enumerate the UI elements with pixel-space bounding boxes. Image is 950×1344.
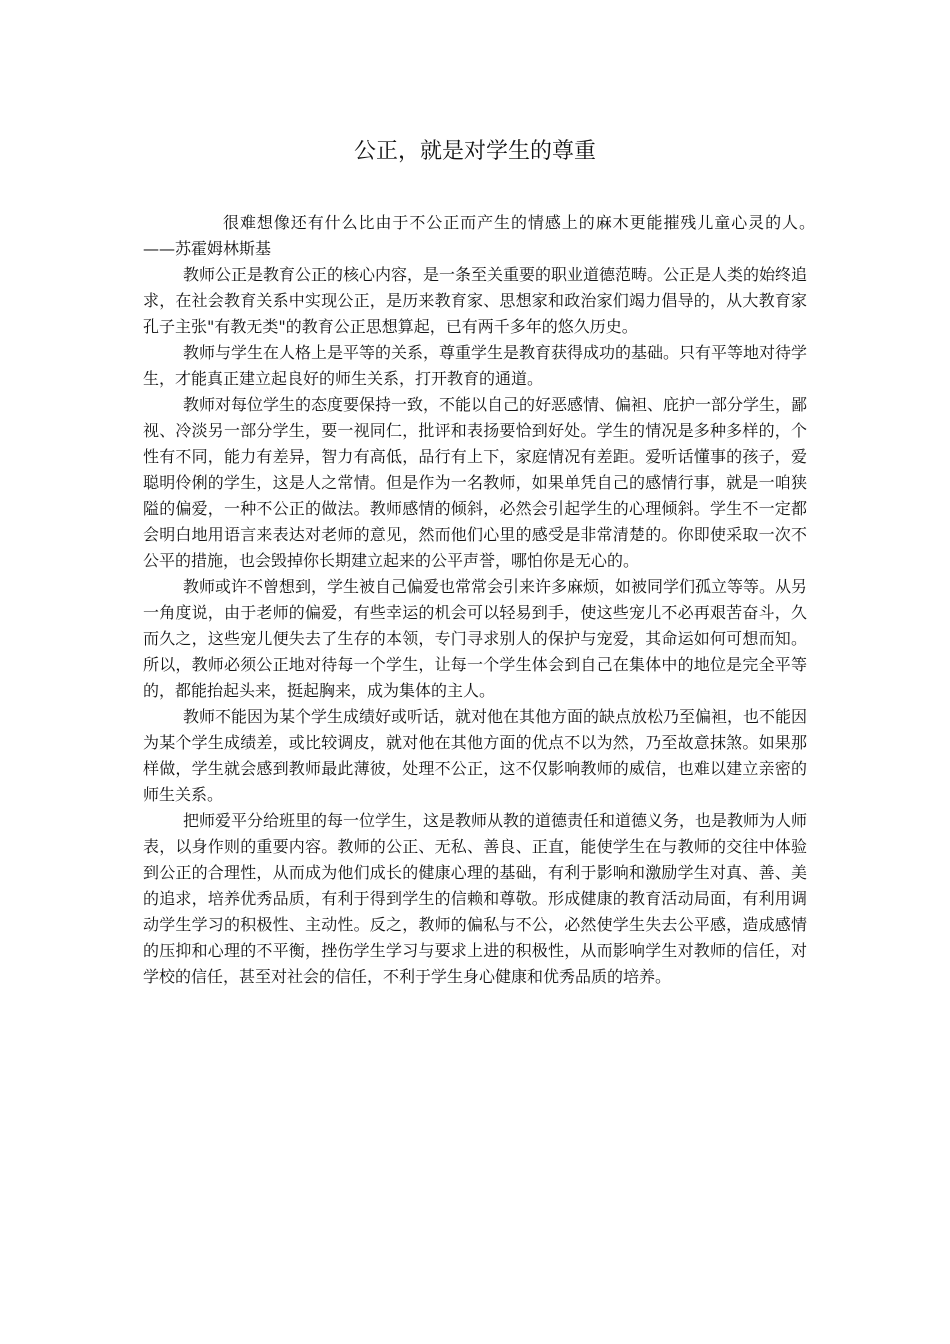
paragraph-4: 教师或许不曾想到，学生被自己偏爱也常常会引来许多麻烦，如被同学们孤立等等。从另一角度说，由于老师的偏爱，有些幸运的机会可以轻易到手，使这些宠儿不必再艰苦奋斗，久而久之，这些宠儿便失去了生存的本领，专门寻求别人的保护与宠爱，其命运如何可想而知。所以，教师必须公正地对待每一个学生，让每一个学生体会到自己在集体中的地位是完全平等的，都能抬起头来，挺起胸来，成为集体的主人。 <box>143 577 808 700</box>
paragraph-3: 教师对每位学生的态度要保持一致，不能以自己的好恶感情、偏袒、庇护一部分学生，鄙视、冷淡另一部分学生，要一视同仁，批评和表扬要恰到好处。学生的情况是多种多样的，个性有不同，能力有差异，智力有高低，品行有上下，家庭情况有差距。爱听话懂事的孩子，爱聪明伶俐的学生，这是人之常情。但是作为一名教师，如果单凭自己的感情行事，就是一咱狭隘的偏爱，一种不公正的做法。教师感情的倾斜，必然会引起学生的心理倾斜。学生不一定都会明白地用语言来表达对老师的意见，然而他们心里的感受是非常清楚的。你即使采取一次不公平的措施，也会毁掉你长期建立起来的公平声誉，哪怕你是无心的。 <box>143 395 808 570</box>
paragraph-2: 教师与学生在人格上是平等的关系，尊重学生是教育获得成功的基础。只有平等地对待学生，才能真正建立起良好的师生关系，打开教育的通道。 <box>143 343 808 388</box>
document-title: 公正，就是对学生的尊重 <box>353 139 596 164</box>
epigraph-quote: 很难想像还有什么比由于不公正而产生的情感上的麻木更能摧残儿童心灵的人。 ——苏霍姆林斯基 <box>143 213 824 258</box>
paragraph-1: 教师公正是教育公正的核心内容，是一条至关重要的职业道德范畴。公正是人类的始终追求，在社会教育关系中实现公正，是历来教育家、思想家和政治家们竭力倡导的，从大教育家孔子主张"有教无类"的教育公正思想算起，已有两千多年的悠久历史。 <box>143 265 808 336</box>
paragraph-5: 教师不能因为某个学生成绩好或听话，就对他在其他方面的缺点放松乃至偏袒，也不能因为某个学生成绩差，或比较调皮，就对他在其他方面的优点不以为然，乃至故意抹煞。如果那样做，学生就会感到教师最此薄彼，处理不公正，这不仅影响教师的威信，也难以建立亲密的师生关系。 <box>143 707 808 804</box>
paragraph-6: 把师爱平分给班里的每一位学生，这是教师从教的道德责任和道德义务，也是教师为人师表，以身作则的重要内容。教师的公正、无私、善良、正直，能使学生在与教师的交往中体验到公正的合理性，从而成为他们成长的健康心理的基础，有利于影响和激励学生对真、善、美的追求，培养优秀品质，有利于得到学生的信赖和尊敬。形成健康的教育活动局面，有利用调动学生学习的积极性、主动性。反之，教师的偏私与不公，必然使学生失去公平感，造成感情的压抑和心理的不平衡，挫伤学生学习与要求上进的积极性，从而影响学生对教师的信任，对学校的信任，甚至对社会的信任，不利于学生身心健康和优秀品质的培养。 <box>143 811 808 986</box>
document-body <box>143 210 824 990</box>
